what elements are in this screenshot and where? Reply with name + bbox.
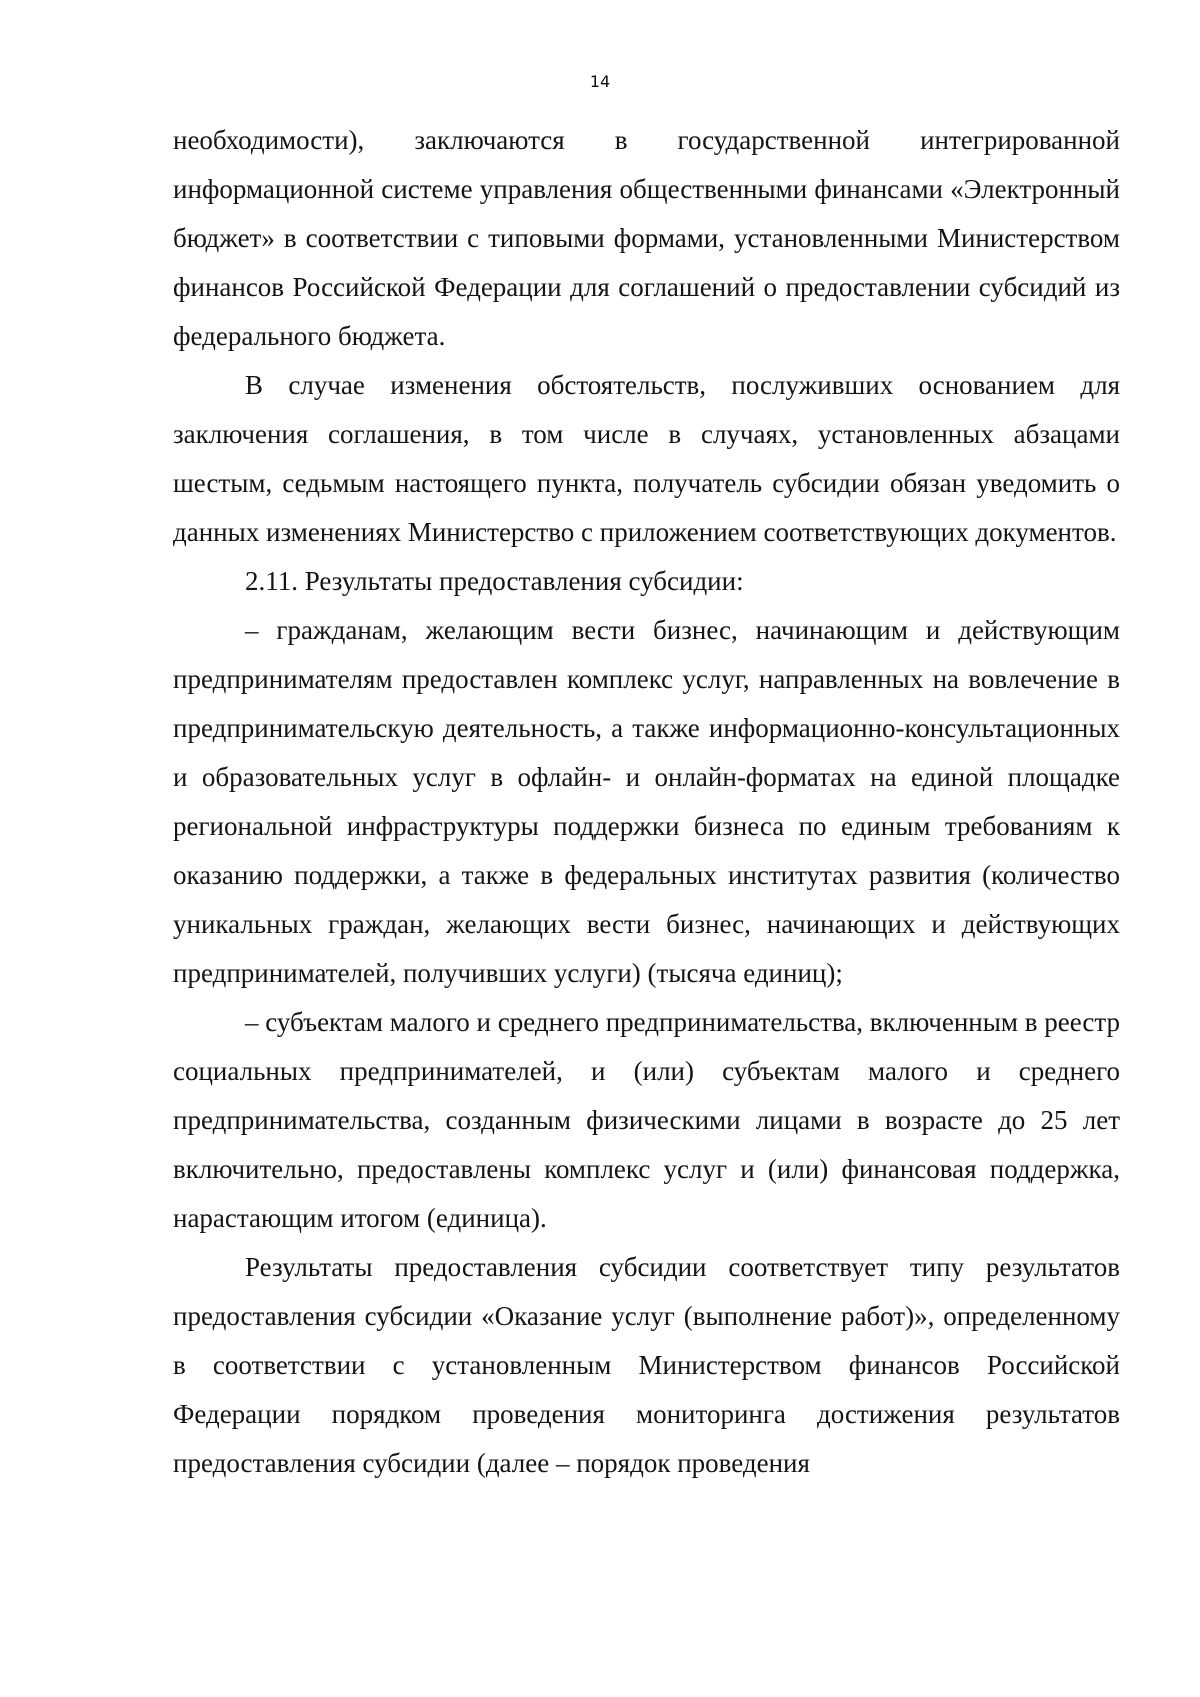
page-number: 14 — [589, 72, 611, 91]
list-item-result-citizens: – гражданам, желающим вести бизнес, начинающим и действующим предпринимателям предоставлен комплекс услуг, направленных на вовлечение в предпринимательскую деятельность, а также информационно-консультационных и образовательных услуг в офлайн- и онлайн-форматах на единой площадке региональной инфраструктуры поддержки бизнеса по единым требованиям к оказанию поддержки, а также в федеральных институтах развития (количество уникальных граждан, желающих вести бизнес, начинающих и действующих предпринимателей, получивших услуги) (тысяча единиц); — [173, 615, 1120, 988]
paragraph-agreement-conclusion: необходимости), заключаются в государственной интегрированной информационной системе управления общественными финансами «Электронный бюджет» в соответствии с типовыми формами, установленными Министерством финансов Российской Федерации для соглашений о предоставлении субсидий из федерального бюджета. — [173, 125, 1120, 351]
paragraph-change-notification: В случае изменения обстоятельств, послуживших основанием для заключения соглашения, в том числе в случаях, установленных абзацами шестым, седьмым настоящего пункта, получатель субсидии обязан уведомить о данных изменениях Министерство с приложением соответствующих документов. — [173, 370, 1120, 547]
document-body — [173, 116, 1120, 1488]
list-item-result-sme: – субъектам малого и среднего предпринимательства, включенным в реестр социальных предпринимателей, и (или) субъектам малого и среднего предпринимательства, созданным физическими лицами в возрасте до 25 лет включительно, предоставлены комплекс услуг и (или) финансовая поддержка, нарастающим итогом (единица). — [173, 1007, 1120, 1233]
section-heading-results: 2.11. Результаты предоставления субсидии: — [245, 566, 744, 596]
paragraph-result-type: Результаты предоставления субсидии соответствует типу результатов предоставления субсидии «Оказание услуг (выполнение работ)», определенному в соответствии с установленным Министерством финансов Российской Федерации порядком проведения мониторинга достижения результатов предоставления субсидии (далее – порядок проведения — [173, 1252, 1120, 1478]
